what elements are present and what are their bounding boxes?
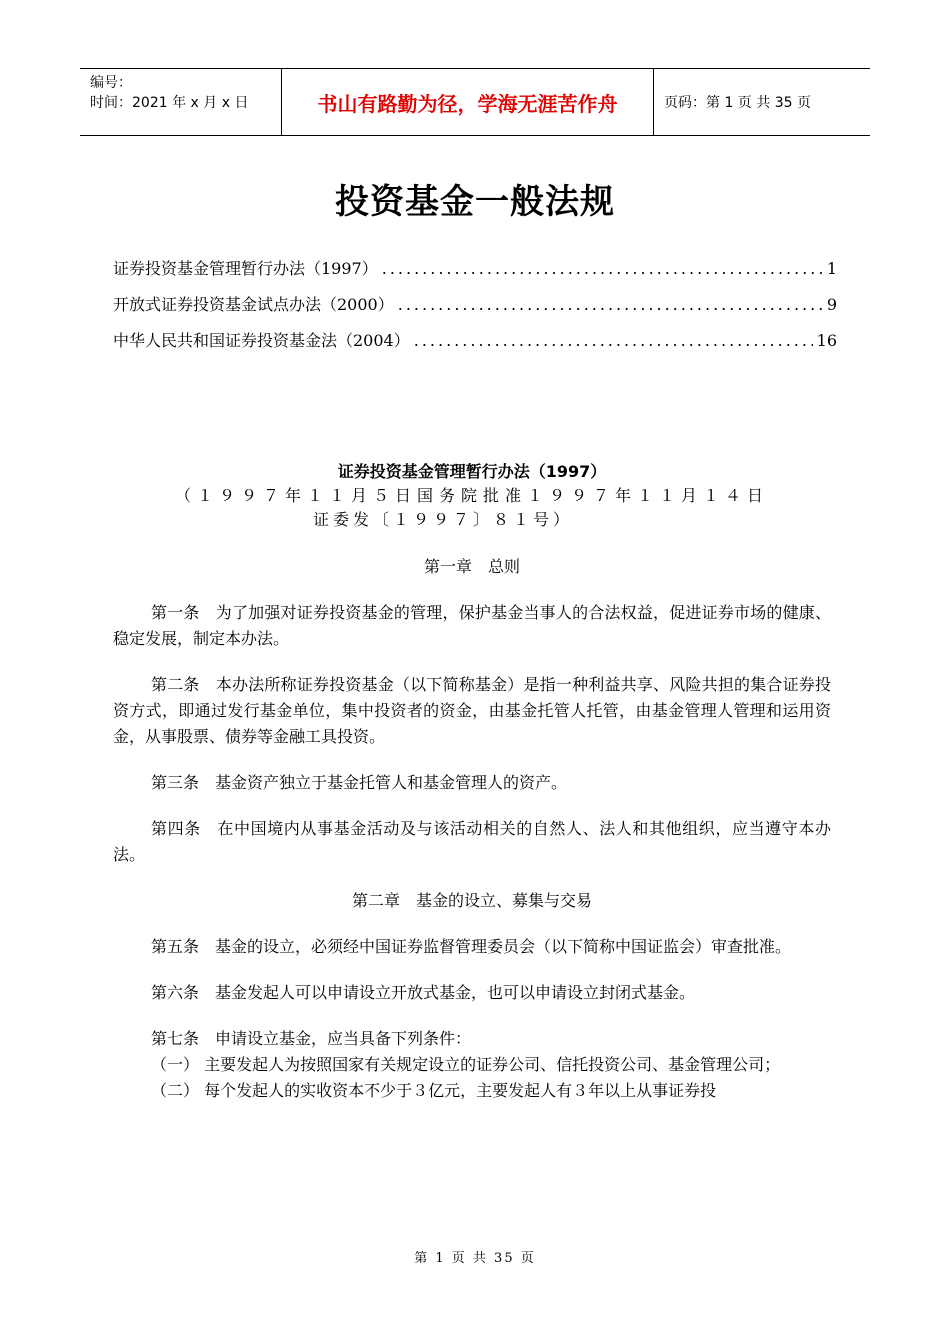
header-page-label: 页码：第 1 页 共 35 页: [664, 95, 811, 111]
toc-leader-dots: [414, 331, 813, 350]
article-1: 第一条 为了加强对证券投资基金的管理，保护基金当事人的合法权益，促进证券市场的健康、稳定发展，制定本办法。: [113, 603, 831, 648]
article-6: 第六条 基金发起人可以申请设立开放式基金，也可以申请设立封闭式基金。: [151, 983, 696, 1002]
date-label: 时间：2021 年 x 月 x 日: [90, 95, 249, 111]
section-title: 证券投资基金管理暂行办法（1997）: [337, 462, 607, 481]
toc-item-page: 16: [816, 331, 837, 350]
toc-item-text: 中华人民共和国证券投资基金法（2004）: [113, 331, 410, 350]
chapter-heading: 第一章 总则: [423, 557, 520, 576]
toc-item-text: 开放式证券投资基金试点办法（2000）: [113, 295, 394, 314]
article-4: 第四条 在中国境内从事基金活动及与该活动相关的自然人、法人和其他组织，应当遵守本办法。: [113, 819, 831, 864]
article-7: 第七条 申请设立基金，应当具备下列条件：: [151, 1029, 472, 1048]
section-approval-note: （１９９７年１１月５日国务院批准１９９７年１１月１４日: [174, 486, 769, 505]
table-of-contents: [113, 256, 837, 364]
toc-leader-dots: [382, 259, 823, 278]
document-title: 投资基金一般法规: [335, 182, 615, 222]
header-meta: [80, 69, 282, 135]
article-2: 第二条 本办法所称证券投资基金（以下简称基金）是指一种利益共享、风险共担的集合证券投资方式，即通过发行基金单位，集中投资者的资金，由基金托管人托管，由基金管理人管理和运用资金，从事股票、债券等金融工具投资。: [113, 675, 831, 746]
number-label: 编号：: [90, 75, 132, 91]
toc-item-text: 证券投资基金管理暂行办法（1997）: [113, 259, 378, 278]
toc-item[interactable]: [113, 292, 837, 328]
toc-item-page: 1: [826, 259, 837, 278]
toc-item[interactable]: [113, 328, 837, 364]
toc-leader-dots: [398, 295, 823, 314]
page-header: [80, 68, 870, 136]
article-5: 第五条 基金的设立，必须经中国证券监督管理委员会（以下简称中国证监会）审查批准。: [151, 937, 792, 956]
chapter-heading: 第二章 基金的设立、募集与交易: [351, 891, 592, 910]
article-3: 第三条 基金资产独立于基金托管人和基金管理人的资产。: [151, 773, 568, 792]
toc-item-page: 9: [826, 295, 837, 314]
section-body: [113, 460, 831, 1104]
toc-item[interactable]: [113, 256, 837, 292]
section-document-number: 证委发〔１９９７〕８１号）: [313, 510, 574, 529]
article-7-item-2: （二） 每个发起人的实收资本不少于３亿元，主要发起人有３年以上从事证券投: [151, 1081, 717, 1100]
page-footer: 第 1 页 共 35 页: [414, 1251, 536, 1266]
header-motto: 书山有路勤为径，学海无涯苦作舟: [282, 69, 654, 135]
article-7-item-1: （一） 主要发起人为按照国家有关规定设立的证券公司、信托投资公司、基金管理公司；: [151, 1055, 781, 1074]
